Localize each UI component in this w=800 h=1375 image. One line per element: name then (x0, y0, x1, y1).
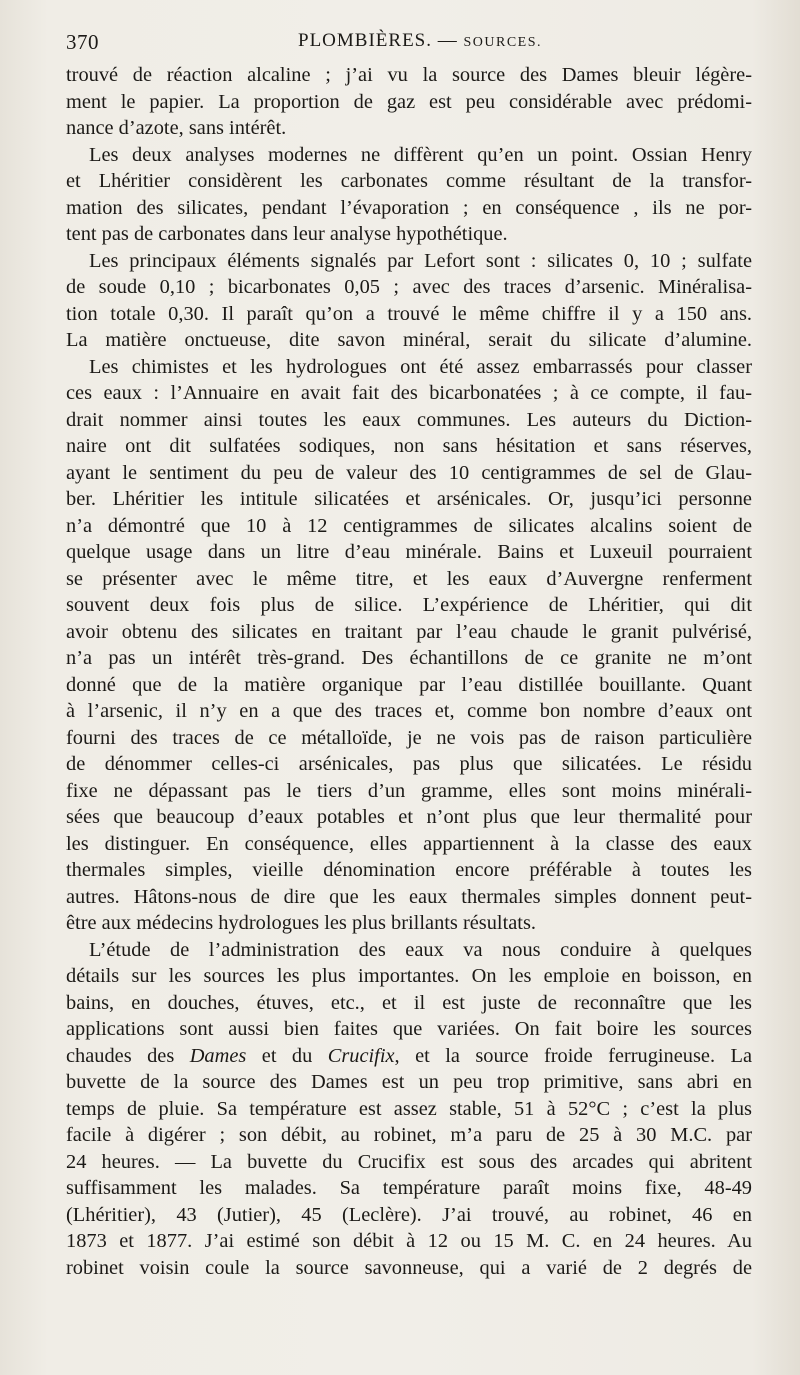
text-run: chaudes des (66, 1044, 190, 1067)
text-line (66, 1149, 752, 1176)
text-line (66, 566, 752, 593)
text-line (66, 274, 752, 301)
text-line (66, 804, 752, 831)
text-line (66, 884, 752, 911)
text-run: souvent deux fois plus de silice. L’expérience de Lhéritier, qui dit (66, 594, 752, 616)
text-run: thermales simples, vieille dénomination encore préférable à toutes les (66, 859, 752, 881)
text-run: tion totale 0,30. Il paraît qu’on a trouvé le même chiffre il y a 150 ans. (66, 302, 752, 325)
text-line (66, 592, 752, 619)
text-line (66, 142, 752, 169)
text-line (66, 486, 752, 513)
text-line (66, 1096, 752, 1123)
text-line (66, 725, 752, 752)
text-run: 24 heures. — La buvette du Crucifix est sous des arcades qui abritent (66, 1150, 752, 1173)
text-run: n’a pas un intérêt très-grand. Des échantillons de ce granite ne m’ont (66, 647, 752, 669)
text-run: et Lhéritier considèrent les carbonates comme résultant de la transfor- (66, 170, 752, 192)
text-run: fixe ne dépassant pas le tiers d’un gramme, elles sont moins minérali- (66, 779, 752, 802)
text-run: sées que beaucoup d’eaux potables et n’ont plus que leur thermalité pour (66, 806, 752, 828)
text-line (66, 857, 752, 884)
text-line (66, 407, 752, 434)
text-line (66, 248, 752, 275)
text-run: tent pas de carbonates dans leur analyse hypothétique. (66, 223, 508, 245)
page-number: 370 (66, 30, 99, 54)
text-run: et du (246, 1044, 328, 1067)
running-title-section: SOURCES. (463, 35, 543, 50)
text-run: bains, en douches, étuves, etc., et il est juste de reconnaître que les (66, 991, 752, 1014)
text-line (66, 672, 752, 699)
text-run: facile à digérer ; son débit, au robinet, m’a paru de 25 à 30 M.C. par (66, 1124, 752, 1146)
text-line (66, 1202, 752, 1229)
text-run: mation des silicates, pendant l’évaporation ; en conséquence , ils ne por- (66, 196, 752, 219)
text-run: avoir obtenu des silicates en traitant par l’eau chaude le granit pulvérisé, (66, 620, 752, 643)
text-run: , et la source froide ferrugineuse. La (394, 1044, 752, 1067)
text-line (66, 327, 752, 354)
text-run: Les principaux éléments signalés par Lefort sont : silicates 0, 10 ; sulfate (89, 249, 752, 272)
text-run: ment le papier. La proportion de gaz est peu considérable avec prédomi- (66, 90, 752, 113)
text-line (66, 831, 752, 858)
text-run: détails sur les sources les plus importantes. On les emploie en boisson, en (66, 965, 752, 987)
text-line (66, 195, 752, 222)
text-run: Les chimistes et les hydrologues ont été assez embarrassés pour classer (89, 355, 752, 378)
text-line (66, 1043, 752, 1070)
text-line (66, 963, 752, 990)
text-run: L’étude de l’administration des eaux va nous conduire à quelques (89, 938, 752, 961)
text-run: donné que de la matière organique par l’eau distillée bouillante. Quant (66, 673, 752, 696)
text-line (66, 1228, 752, 1255)
body-text (66, 62, 752, 1281)
text-run: buvette de la source des Dames est un peu trop primitive, sans abri en (66, 1071, 752, 1093)
text-run: Les deux analyses modernes ne diffèrent qu’en un point. Ossian Henry (89, 143, 752, 166)
text-run: de soude 0,10 ; bicarbonates 0,05 ; avec des traces d’arsenic. Minéralisa- (66, 276, 752, 298)
text-line (66, 380, 752, 407)
text-line (66, 990, 752, 1017)
text-run: trouvé de réaction alcaline ; j’ai vu la source des Dames bleuir légère- (66, 64, 752, 86)
text-line (66, 1175, 752, 1202)
text-line (66, 1255, 752, 1282)
text-line (66, 62, 752, 89)
text-run: temps de pluie. Sa température est assez stable, 51 à 52°C ; c’est la plus (66, 1097, 752, 1120)
text-run: de dénommer celles-ci arsénicales, pas plus que silicatées. Le résidu (66, 753, 752, 775)
text-line (66, 89, 752, 116)
text-line (66, 168, 752, 195)
text-line (66, 221, 752, 248)
text-run: ayant le sentiment du peu de valeur des 10 centigrammes de sel de Glau- (66, 461, 752, 484)
text-line (66, 1122, 752, 1149)
text-line (66, 698, 752, 725)
text-line (66, 937, 752, 964)
text-run: nance d’azote, sans intérêt. (66, 117, 287, 139)
text-run: (Lhéritier), 43 (Jutier), 45 (Leclère). J’ai trouvé, au robinet, 46 en (66, 1203, 752, 1226)
text-line (66, 1069, 752, 1096)
text-line (66, 778, 752, 805)
running-title-main: PLOMBIÈRES. — (298, 30, 458, 51)
text-run: à l’arsenic, il n’y en a que des traces et, comme bon nombre d’eaux ont (66, 700, 752, 722)
text-run: naire ont dit sulfatées sodiques, non sans hésitation et sans réserves, (66, 435, 752, 457)
text-line (66, 354, 752, 381)
text-run: autres. Hâtons-nous de dire que les eaux thermales simples donnent peut- (66, 885, 752, 908)
text-line (66, 910, 752, 937)
text-run: les distinguer. En conséquence, elles appartiennent à la classe des eaux (66, 832, 752, 855)
text-line (66, 115, 752, 142)
italic-text: Dames (189, 1044, 247, 1067)
text-run: applications sont aussi bien faites que variées. On fait boire les sources (66, 1018, 752, 1040)
text-line (66, 460, 752, 487)
text-run: fourni des traces de ce métalloïde, je ne vois pas de raison particulière (66, 726, 752, 749)
text-line (66, 433, 752, 460)
text-run: ces eaux : l’Annuaire en avait fait des bicarbonatées ; à ce compte, il fau- (66, 382, 752, 404)
text-line (66, 539, 752, 566)
text-run: être aux médecins hydrologues les plus brillants résultats. (66, 912, 537, 934)
page-header (66, 30, 750, 60)
text-run: La matière onctueuse, dite savon minéral, serait du silicate d’alumine. (66, 329, 752, 351)
text-run: suffisamment les malades. Sa température paraît moins fixe, 48-49 (66, 1177, 752, 1199)
text-run: quelque usage dans un litre d’eau minérale. Bains et Luxeuil pourraient (66, 541, 752, 563)
text-line (66, 751, 752, 778)
text-run: 1873 et 1877. J’ai estimé son débit à 12 ou 15 M. C. en 24 heures. Au (66, 1230, 752, 1252)
text-run: ber. Lhéritier les intitule silicatées et arsénicales. Or, jusqu’ici personne (66, 488, 752, 510)
text-line (66, 645, 752, 672)
text-run: robinet voisin coule la source savonneuse, qui a varié de 2 degrés de (66, 1256, 752, 1279)
text-line (66, 1016, 752, 1043)
text-line (66, 513, 752, 540)
text-line (66, 301, 752, 328)
text-run: n’a démontré que 10 à 12 centigrammes de silicates alcalins soient de (66, 514, 752, 537)
text-run: drait nommer ainsi toutes les eaux communes. Les auteurs du Diction- (66, 408, 752, 431)
text-run: se présenter avec le même titre, et les eaux d’Auvergne renferment (66, 567, 752, 590)
italic-text: Crucifix (327, 1044, 395, 1067)
text-line (66, 619, 752, 646)
running-title (298, 30, 542, 52)
